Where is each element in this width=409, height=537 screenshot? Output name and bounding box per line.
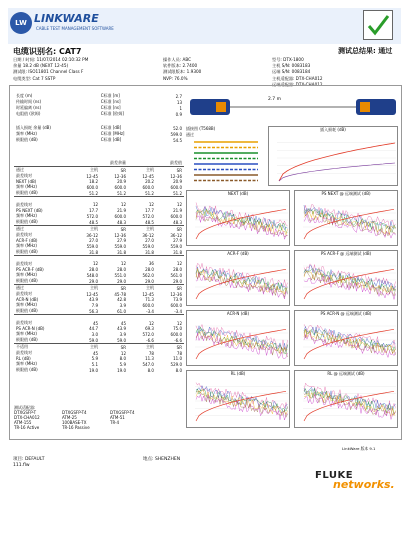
summary-cell: C标准 [ns] [100, 105, 121, 110]
graph-rl [186, 370, 290, 428]
pair-cell: 28.0 [145, 267, 154, 273]
pair-col-header: 不适用 [14, 344, 72, 351]
wiremap-graphic [186, 93, 400, 123]
graph-acrf [186, 250, 290, 306]
pair-cell: 20.9 [173, 179, 182, 185]
graph-psacrf-remote [294, 250, 398, 306]
adapters-list [14, 405, 158, 430]
pair-cell: 频率 (MHz) [16, 361, 37, 367]
pair-cell: 3.9 [119, 302, 126, 308]
pair-cell: 5.1 [91, 361, 99, 367]
pair-cell: 31.8 [117, 249, 126, 255]
graph-title: ACR-F (dB) [227, 251, 249, 256]
cable-length: 2.7 m [268, 97, 281, 102]
pair-cell: 572.0 [142, 213, 154, 219]
pair-cell: 561.0 [170, 272, 182, 278]
graph-plot [187, 311, 291, 367]
pair-cell: 极限值 (dB) [16, 249, 38, 255]
pair-cell: 21.9 [173, 207, 182, 213]
pass-check-icon [363, 10, 393, 40]
summary-cell: C标准 [dB] [100, 137, 122, 142]
graph-title: 插入损耗 (dB) [320, 127, 346, 132]
pair-col-header: SR [156, 344, 184, 351]
pair-cell: 最差线对 [16, 173, 32, 178]
pair-cell: 600.0 [86, 184, 99, 190]
pair-cell: 600.0 [170, 213, 182, 219]
pair-cell: 59.0 [89, 337, 99, 343]
summary-cell: 52.0 [173, 125, 182, 131]
graph-trace [279, 143, 395, 181]
graph-trace [304, 391, 394, 421]
meta-line: 软件版本: 2.7400 [163, 63, 198, 69]
pair-col-header: 主机 [72, 344, 100, 351]
fluke-logo: FLUKE [315, 470, 354, 481]
pair-cell: 极限值 (dB) [16, 190, 38, 196]
meta-line: 电缆类型: Cat 7 SSTP [13, 75, 56, 81]
overall-result: 测试总结果: 通过 [338, 47, 393, 55]
worst-margin-header: 最差余量 [110, 160, 126, 165]
graph-trace [304, 212, 396, 236]
pair-cell: 48.5 [89, 219, 99, 225]
graph-trace [304, 391, 396, 415]
meta-line: 余量 18.2 dB (NEXT 12-45) [13, 63, 69, 69]
wire-pairs-graphic [186, 138, 266, 186]
pair-cell: 极限值 (dB) [16, 278, 38, 284]
pair-cell: 20.2 [145, 179, 154, 185]
pair-cell: 12-45 [86, 173, 99, 179]
pair-cell: 559.0 [170, 243, 182, 249]
pair-cell: 12-45 [142, 291, 154, 297]
pair-cell: 12-36 [114, 173, 126, 179]
pair-cell: 56.3 [89, 308, 99, 314]
pair-cell: 71.3 [145, 297, 154, 303]
graph-next [186, 190, 290, 246]
pair-cell: 31.8 [145, 249, 154, 255]
pair-cell: 29.0 [117, 278, 126, 284]
graph-title: PS ACR-F @ 远端测试 (dB) [320, 251, 372, 256]
graph-trace [304, 209, 394, 239]
pair-col-header: SR [156, 285, 184, 292]
pair-cell: 7.9 [91, 302, 99, 308]
pair-cell: 3.9 [119, 331, 126, 337]
meta-line: 测试限: ISO11801 Channel Class F [13, 69, 84, 75]
adapter-item: DTX-CHA012 [14, 415, 40, 420]
pair-cell: 29.0 [173, 278, 182, 284]
pair-cell: 11.3 [145, 356, 154, 362]
site-name: 地点: SHENZHEN [143, 457, 181, 462]
pair-cell: 600.0 [170, 302, 182, 308]
pair-cell: 极限值 (dB) [16, 337, 38, 343]
pair-cell: 12-36 [170, 173, 182, 179]
table-row [14, 367, 184, 373]
pair-cell: 36-12 [86, 232, 99, 238]
meta-line: NVP: 76.0% [163, 75, 188, 81]
pair-cell: 19.0 [89, 367, 99, 373]
graph-trace [196, 210, 288, 235]
pair-cell: 29.0 [145, 278, 154, 284]
meta-line: 测试限版本: 1.9300 [163, 69, 202, 75]
pair-cell: 28.0 [173, 267, 182, 273]
pair-col-header: 主机 [72, 167, 100, 174]
pair-results-table [14, 160, 184, 373]
pair-cell: 572.0 [142, 331, 154, 337]
pair-cell: 48.3 [173, 219, 182, 225]
pair-cell: 频率 (MHz) [16, 272, 37, 278]
pair-cell: 27.9 [117, 238, 126, 244]
pair-cell: 3.0 [91, 331, 99, 337]
pair-cell: 45 [92, 320, 99, 326]
pair-col-header: SR [156, 226, 184, 233]
pair-cell: 51.2 [173, 190, 182, 196]
pair-cell: 12 [92, 261, 99, 267]
wiremap-legend [186, 126, 266, 186]
pair-cell: -6.6 [174, 337, 182, 343]
meta-column-2 [163, 57, 201, 82]
pair-cell: 69.3 [145, 326, 154, 332]
pair-cell: 559.0 [114, 243, 126, 249]
pair-cell: 频率 (MHz) [16, 213, 37, 219]
pair-cell: 最差线对 [16, 291, 32, 297]
pair-cell: NEXT (dB) [16, 179, 37, 185]
pair-cell: 27.0 [89, 238, 99, 244]
pair-cell: 562.0 [142, 272, 154, 278]
pair-cell: 11.0 [173, 356, 182, 362]
pair-cell: 43.9 [89, 297, 99, 303]
pair-cell: 27.9 [173, 238, 182, 244]
meta-line: 主机 S/N: 0083183 [272, 63, 311, 69]
pair-cell: 频率 (MHz) [16, 184, 37, 190]
summary-cell: C标准 [dB] [100, 125, 122, 130]
pair-cell: 51.2 [89, 190, 99, 196]
pair-cell: 559.0 [142, 243, 154, 249]
adapters-title: 测试适配器: [14, 405, 36, 410]
pair-cell: 18.2 [89, 179, 99, 185]
summary-cell: 长度 (m) [16, 93, 33, 98]
pair-cell: 20.9 [117, 179, 126, 185]
pair-cell: 600.0 [114, 213, 126, 219]
pair-col-header: 主机 [128, 167, 156, 174]
pair-cell: 12 [120, 350, 126, 356]
pair-cell: ACR-F (dB) [16, 238, 38, 244]
pair-cell: 45 [120, 320, 126, 326]
pair-cell: 19.0 [117, 367, 126, 373]
graph-trace [196, 212, 288, 237]
pair-cell: -6.6 [146, 337, 154, 343]
pair-col-header: 主机 [128, 226, 156, 233]
pair-col-header: 通过 [14, 167, 72, 174]
pair-cell: 59.0 [117, 337, 126, 343]
graph-title: PS ACR-N @ 远端测试 (dB) [320, 311, 372, 316]
graph-plot [295, 251, 399, 307]
graph-plot [295, 311, 399, 367]
pair-cell: 最差线对 [16, 350, 32, 356]
graph-trace [196, 391, 286, 421]
pair-cell: 27.0 [145, 238, 154, 244]
pair-cell: ACR-N (dB) [16, 297, 39, 303]
pair-col-header: 主机 [128, 344, 156, 351]
meta-line: 主机适配器: DTX-CHA012 [272, 75, 323, 81]
worst-value-header: 最差值 [170, 160, 182, 165]
summary-cell: 时延偏离 (ns) [16, 105, 42, 110]
pair-cell: 最差线对 [16, 260, 32, 266]
summary-cell: 传输时间 (ns) [16, 99, 42, 104]
pair-col-header: 主机 [72, 285, 100, 292]
pair-cell: 最差线对 [16, 201, 32, 207]
graph-plot [187, 371, 291, 429]
pair-col-header: SR [100, 344, 128, 351]
pair-col-header: SR [100, 167, 128, 174]
pair-cell: 75.0 [173, 326, 182, 332]
summary-cell: 54.5 [173, 137, 182, 143]
meta-line: 日期 / 时间: 11/07/2014 02:10:32 PM [13, 57, 89, 62]
adapter-item: TR-16 Passive [62, 425, 90, 430]
adapter-item: DTXGSFP-T4 [62, 410, 87, 415]
pair-cell: 21.9 [117, 207, 126, 213]
pair-col-header: 主机 [128, 285, 156, 292]
pair-cell: PS ACR-F (dB) [16, 267, 44, 273]
pair-cell: 551.0 [114, 272, 126, 278]
pair-cell: 31.8 [173, 249, 182, 255]
pair-cell: -3.4 [146, 308, 154, 314]
pair-cell: 572.0 [86, 213, 99, 219]
pair-cell: 极限值 (dB) [16, 219, 38, 225]
graph-trace [304, 330, 396, 355]
summary-table [14, 93, 184, 143]
pair-col-header: SR [100, 226, 128, 233]
pair-cell: 29.0 [89, 278, 99, 284]
summary-cell: 频率 (MHz) [16, 131, 37, 136]
graph-trace [304, 333, 396, 357]
pair-cell: 12 [176, 320, 182, 326]
summary-cell: C标准 [欧姆] [100, 111, 124, 116]
pair-cell: 529.0 [170, 361, 182, 367]
pair-cell: 36-12 [142, 232, 154, 238]
graph-plot [295, 371, 399, 429]
adapter-line [14, 425, 158, 430]
pair-cell: 31.8 [89, 249, 99, 255]
wiremap-legend-status: 通过 [186, 132, 194, 137]
meta-line: 远端 S/N: 0083184 [272, 69, 311, 75]
pair-cell: 最差线对 [16, 232, 32, 238]
pair-cell: 8.0 [119, 356, 126, 362]
graph-psacrn-remote [294, 310, 398, 366]
summary-cell: 0.9 [175, 111, 182, 117]
pair-cell: 48.5 [145, 219, 154, 225]
graph-title: ACR-N (dB) [226, 311, 250, 316]
summary-cell: C标准 [MHz] [100, 131, 125, 136]
brand-name: LINKWARE [34, 12, 99, 25]
pair-cell: 48.3 [117, 219, 126, 225]
pair-cell: 42.8 [117, 297, 126, 303]
pair-cell: 600.0 [170, 184, 182, 190]
meta-column-3 [272, 57, 323, 88]
pair-cell: 12-45 [86, 291, 99, 297]
pair-cell: 559.0 [86, 243, 99, 249]
pair-cell: 78 [148, 350, 154, 356]
pair-cell: 12 [148, 320, 154, 326]
summary-cell: C标准 [ns] [100, 99, 121, 104]
summary-cell: 插入损耗 余量 (dB) [16, 125, 51, 130]
pair-cell: 12 [120, 202, 126, 208]
summary-row [14, 111, 184, 117]
pair-cell: 600.0 [170, 331, 182, 337]
pair-cell: 28.0 [89, 267, 99, 273]
networks-logo: networks. [333, 478, 395, 491]
summary-cell: 2.7 [175, 93, 182, 99]
project-name: 项目: DEFAULT [13, 457, 45, 462]
summary-cell: 599.0 [170, 131, 182, 137]
pair-cell: PS ACR-N (dB) [16, 326, 45, 332]
adapter-item [110, 425, 158, 430]
pair-cell: 45 [92, 350, 99, 356]
pair-cell: 12-45 [142, 173, 154, 179]
pair-cell: 28.0 [117, 267, 126, 273]
pair-cell: 36-12 [170, 232, 182, 238]
graph-rl-remote [294, 370, 398, 428]
summary-cell: 电阻值 (欧姆) [16, 111, 41, 116]
summary-cell: 13 [176, 99, 182, 105]
pair-cell: 5.9 [91, 356, 99, 362]
pair-cell: 12 [176, 202, 182, 208]
wiremap-legend-title: 插接图 (T568B) [186, 126, 216, 131]
graph-trace [304, 327, 396, 347]
summary-cell: 极限值 (dB) [16, 137, 38, 142]
meta-column-1 [13, 57, 88, 82]
meta-line: 远端适配器: DTX-CHA012 [272, 81, 323, 87]
pair-cell: 12 [92, 202, 99, 208]
adapter-item: DTXGSFP-T4 [110, 410, 135, 415]
adapter-item: ATM-25 [62, 415, 77, 420]
pair-cell: 73.9 [173, 297, 182, 303]
main-port-icon [216, 102, 226, 112]
pair-cell: 600.0 [114, 184, 126, 190]
graph-plot [187, 251, 291, 307]
summary-cell [91, 111, 99, 117]
pair-cell: 600.0 [142, 302, 154, 308]
graph-title: NEXT (dB) [227, 191, 249, 196]
adapter-item: ATM-51 [110, 415, 125, 420]
meta-line: 操作人员: ABC [163, 57, 192, 62]
adapter-item: ATM-155 [14, 420, 32, 425]
pair-cell: 频率 (MHz) [16, 243, 37, 249]
summary-row [14, 137, 184, 143]
pair-col-header: 通过 [14, 226, 72, 233]
pair-col-header: 通过 [14, 285, 72, 292]
pair-cell: 8.0 [147, 367, 154, 373]
pair-cell: 51.2 [117, 190, 126, 196]
adapter-item: TR-4 [110, 420, 120, 425]
summary-cell [91, 137, 99, 143]
remote-port-icon [360, 102, 370, 112]
pair-cell: 43.9 [117, 326, 126, 332]
brand-subtitle: CABLE TEST MANAGEMENT SOFTWARE [36, 26, 114, 31]
linkware-logo: LW [10, 12, 32, 34]
pair-cell: 极限值 (dB) [16, 308, 38, 314]
pair-cell: 12 [176, 261, 182, 267]
pair-cell: 频率 (MHz) [16, 331, 37, 337]
pair-cell: 17.7 [145, 207, 154, 213]
pair-cell: 36 [148, 261, 154, 267]
pair-cell: 12-36 [170, 291, 182, 297]
graph-acrn [186, 310, 290, 366]
pair-cell: -3.4 [174, 308, 182, 314]
graph-title: RL @ 远端测试 (dB) [327, 371, 365, 376]
wiremap-diagram [186, 93, 400, 123]
graph-trace [196, 383, 288, 409]
pair-cell: 600.0 [142, 184, 154, 190]
graph-psnext-remote [294, 190, 398, 246]
adapter-item: TR-16 Active [14, 425, 40, 430]
pair-cell: 12-36 [114, 232, 126, 238]
graph-title: RL (dB) [230, 371, 246, 376]
pair-cell: 极限值 (dB) [16, 367, 38, 373]
graph-plot [295, 191, 399, 247]
pair-cell: 78 [176, 350, 182, 356]
pair-cell: 最差线对 [16, 320, 32, 325]
pair-cell: 51.2 [145, 190, 154, 196]
pair-cell: 45-78 [114, 291, 126, 297]
pair-cell: 频率 (MHz) [16, 302, 37, 308]
software-version: LinkWare 版本 9.1 [342, 446, 376, 451]
pair-col-header: SR [100, 285, 128, 292]
pair-cell: 12 [148, 202, 154, 208]
pair-col-header: 主机 [72, 226, 100, 233]
graph-trace [196, 268, 288, 294]
summary-cell: 1 [179, 105, 182, 111]
pair-cell: 61.0 [117, 308, 126, 314]
graph-insertion-loss [268, 126, 398, 186]
meta-line: 型号: DTX-1800 [272, 57, 304, 62]
pair-cell: 12 [120, 261, 126, 267]
pair-cell: RL (dB) [16, 356, 31, 362]
adapter-item: 100BASE-TX [62, 420, 87, 425]
file-name: 111.flw [13, 463, 30, 468]
pair-cell: 5.9 [119, 361, 126, 367]
graph-title: PS NEXT @ 远端测试 (dB) [321, 191, 371, 196]
pair-cell: 8.0 [175, 367, 182, 373]
cable-id-title: 电缆识别名: CAT7 [13, 47, 82, 56]
adapter-item: DTXGSFP-T [14, 410, 37, 415]
pair-cell: 17.7 [89, 207, 99, 213]
pair-cell: PS NEXT (dB) [16, 207, 43, 213]
pair-cell: 548.0 [86, 272, 99, 278]
pair-cell: 547.0 [142, 361, 154, 367]
pair-cell: 44.7 [89, 326, 99, 332]
graph-plot [187, 191, 291, 247]
summary-cell: C标准 [m] [100, 93, 120, 98]
pair-col-header: SR [156, 167, 184, 174]
